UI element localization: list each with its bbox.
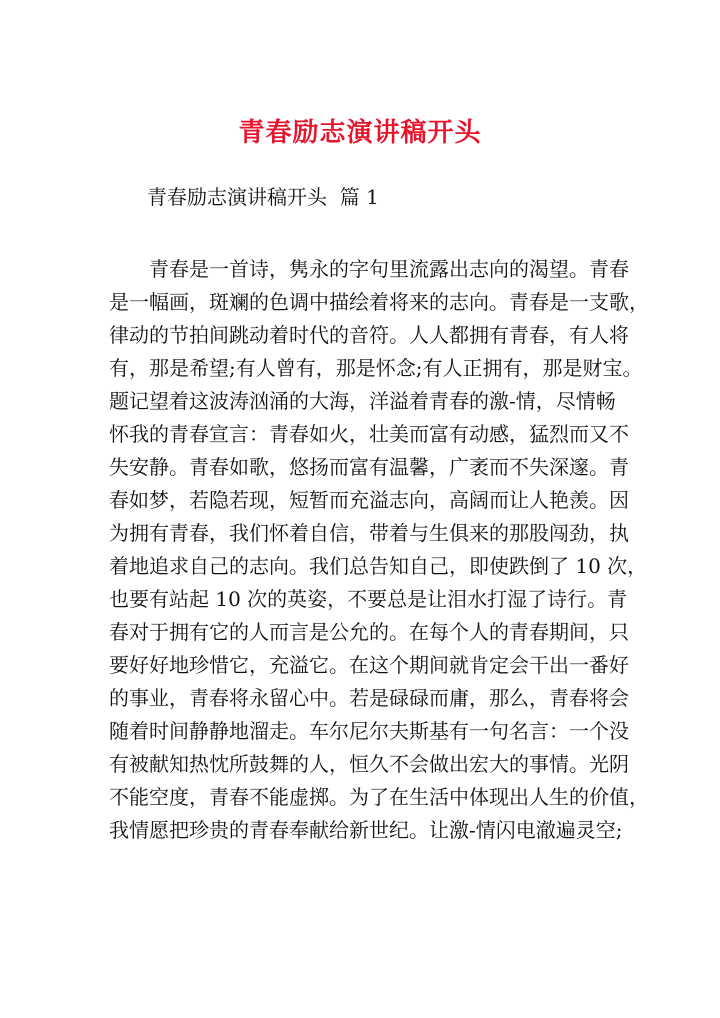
- text-line: 要好好地珍惜它，充溢它。在这个期间就肯定会干出一番好: [109, 653, 629, 677]
- text-line: 不能空度，青春不能虚掷。为了在生活中体现出人生的价值，: [109, 785, 649, 809]
- text-line: 律动的节拍间跳动着时代的音符。人人都拥有青春，有人将: [109, 323, 629, 347]
- text-line: 失安静。青春如歌，悠扬而富有温馨，广袤而不失深邃。青: [109, 455, 629, 479]
- body-text: [109, 253, 649, 847]
- text-line: 是一幅画，斑斓的色调中描绘着将来的志向。青春是一支歌，: [109, 290, 649, 314]
- text-line: 青春是一首诗，隽永的字句里流露出志向的渴望。青春: [109, 257, 629, 281]
- section-heading: 青春励志演讲稿开头 篇 1: [147, 185, 379, 209]
- text-line: 怀我的青春宣言：青春如火，壮美而富有动感，猛烈而又不: [109, 422, 629, 446]
- text-line: 我情愿把珍贵的青春奉献给新世纪。让激-情闪电澈遍灵空;: [109, 818, 623, 842]
- text-line: 随着时间静静地溜走。车尔尼尔夫斯基有一句名言：一个没: [109, 719, 629, 743]
- text-line: 为拥有青春，我们怀着自信，带着与生俱来的那股闯劲，执: [109, 521, 629, 545]
- text-line: 题记望着这波涛汹涌的大海，洋溢着青春的激-情，尽情畅: [109, 389, 616, 413]
- text-line: 春如梦，若隐若现，短暂而充溢志向，高阔而让人艳羡。因: [109, 488, 629, 512]
- text-line: 也要有站起 10 次的英姿，不要总是让泪水打湿了诗行。青: [109, 587, 628, 611]
- text-line: 有被献知热忱所鼓舞的人，恒久不会做出宏大的事情。光阴: [109, 752, 629, 776]
- text-line: 着地追求自己的志向。我们总告知自己，即使跌倒了 10 次，: [109, 554, 648, 578]
- text-line: 春对于拥有它的人而言是公允的。在每个人的青春期间，只: [109, 620, 629, 644]
- text-line: 有，那是希望;有人曾有，那是怀念;有人正拥有，那是财宝。: [109, 356, 643, 380]
- document-title: 青春励志演讲稿开头: [238, 118, 482, 148]
- text-line: 的事业，青春将永留心中。若是碌碌而庸，那么，青春将会: [109, 686, 629, 710]
